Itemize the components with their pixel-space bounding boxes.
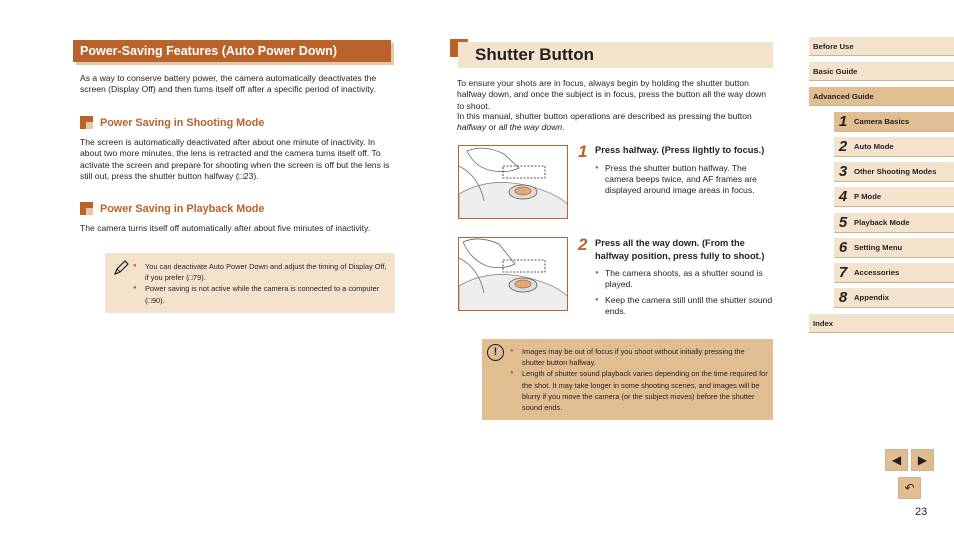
- note-box: [105, 253, 395, 313]
- chapter-label: P Mode: [854, 192, 882, 201]
- step-heading: Press halfway. (Press lightly to focus.): [595, 145, 765, 155]
- intro-text: or: [486, 122, 499, 133]
- prev-page-button[interactable]: [885, 449, 908, 471]
- chapter-label: Accessories: [854, 268, 900, 277]
- arrow-right-icon: ▶: [917, 453, 928, 467]
- intro-text: .: [562, 122, 565, 133]
- chapter-label: Playback Mode: [854, 218, 910, 227]
- book-ref-icon: □: [147, 295, 152, 305]
- step-1: [578, 142, 773, 201]
- book-ref-icon: □: [238, 171, 244, 182]
- shooting-text-end: ).: [253, 171, 259, 182]
- nav-chapter-playback-mode[interactable]: [834, 213, 954, 233]
- chapter-number: 5: [838, 214, 848, 231]
- intro-emphasis-halfway: halfway: [457, 122, 487, 133]
- page-ref-link[interactable]: 90: [151, 295, 161, 305]
- page-title: Shutter Button: [458, 42, 773, 68]
- step-bullet: ● The camera shoots, as a shutter sound is played.: [595, 268, 773, 291]
- shutter-full-press-illustration: [458, 237, 568, 311]
- nav-before-use[interactable]: Before Use: [809, 37, 954, 56]
- chapter-number: 2: [838, 138, 848, 155]
- nav-chapter-other-shooting-modes[interactable]: [834, 162, 954, 182]
- page-number: 23: [915, 506, 928, 518]
- nav-chapter-appendix[interactable]: [834, 288, 954, 308]
- next-page-button[interactable]: [911, 449, 934, 471]
- shutter-intro-manual: [457, 111, 775, 134]
- note-text-end: ).: [201, 273, 206, 283]
- note-item: [133, 283, 388, 305]
- chapter-number: 3: [838, 163, 848, 180]
- step-heading: Press all the way down. (From the halfway position, press fully to shoot.): [595, 238, 765, 261]
- heading-square-icon: [80, 202, 93, 215]
- nav-chapter-camera-basics[interactable]: [834, 112, 954, 132]
- chapter-label: Auto Mode: [854, 142, 894, 151]
- nav-chapter-setting-menu[interactable]: [834, 238, 954, 258]
- caution-item: ● Length of shutter sound playback varies depending on the time required for the shot. It may take longer in some shooting scenes, and images will be blurry if you move the camera (or the subject moves) before the shutter sound ends.: [510, 368, 768, 413]
- note-text: You can deactivate Auto Power Down and adjust the timing of Display Off, if you prefer (: [145, 262, 387, 283]
- nav-basic-guide[interactable]: Basic Guide: [809, 62, 954, 81]
- chapter-label: Appendix: [854, 293, 890, 302]
- shooting-mode-heading-text: Power Saving in Shooting Mode: [100, 116, 265, 129]
- chapter-number: 8: [838, 289, 848, 306]
- shutter-intro: To ensure your shots are in focus, always begin by holding the shutter button halfway down, and once the subject is in focus, press the button all the way down to shoot.: [457, 78, 767, 111]
- nav-chapter-auto-mode[interactable]: [834, 137, 954, 157]
- caution-icon: !: [487, 344, 504, 361]
- section-title-power-saving: Power-Saving Features (Auto Power Down): [73, 40, 391, 62]
- shooting-text-part: The screen is automatically deactivated after about one minute of inactivity. In about two more minutes, the lens is retracted and the camera turns itself off. To activate the screen and prepare for shooting when the screen is off but the lens is still out, press the shutter button halfway (: [80, 137, 390, 182]
- chapter-label: Other Shooting Modes: [854, 167, 937, 176]
- step-number: 1: [578, 142, 588, 161]
- shooting-mode-heading: [80, 116, 264, 129]
- chapter-number: 6: [838, 239, 848, 256]
- camera-full-press-image: [459, 238, 568, 311]
- return-button[interactable]: [898, 477, 921, 499]
- chapter-number: 4: [838, 188, 848, 205]
- arrow-left-icon: ◀: [891, 453, 902, 467]
- page-ref-link[interactable]: 79: [193, 273, 202, 283]
- chapter-label: Camera Basics: [854, 117, 910, 126]
- chapter-number: 7: [838, 264, 848, 281]
- note-text-end: ).: [160, 295, 165, 305]
- playback-mode-text: The camera turns itself off automatically after about five minutes of inactivity.: [80, 223, 371, 233]
- book-ref-icon: □: [188, 273, 194, 283]
- shutter-half-press-illustration: [458, 145, 568, 219]
- step-2: [578, 235, 773, 322]
- shooting-mode-text: [80, 137, 398, 183]
- playback-mode-heading: [80, 202, 264, 215]
- note-item: [133, 261, 388, 283]
- chapter-label: Setting Menu: [854, 243, 903, 252]
- note-text: Power saving is not active while the camera is connected to a computer (: [145, 284, 380, 305]
- caution-item: ● Images may be out of focus if you shoot without initially pressing the shutter button halfway.: [510, 346, 768, 368]
- power-saving-intro: As a way to conserve battery power, the camera automatically deactivates the screen (Display Off) and then turns itself off after a specific period of inactivity.: [80, 73, 377, 95]
- camera-half-press-image: [459, 146, 568, 219]
- pencil-note-icon: [112, 259, 130, 277]
- intro-text: In this manual, shutter button operations are described as pressing the button: [457, 111, 752, 121]
- chapter-number: 1: [838, 113, 848, 130]
- nav-advanced-guide[interactable]: Advanced Guide: [809, 87, 954, 106]
- step-bullet: ● Keep the camera still until the shutter sound ends.: [595, 295, 773, 318]
- heading-square-icon: [80, 116, 93, 129]
- nav-chapter-accessories[interactable]: [834, 263, 954, 283]
- step-number: 2: [578, 235, 588, 254]
- step-bullet: ● Press the shutter button halfway. The camera beeps twice, and AF frames are displayed around image areas in focus.: [595, 163, 773, 197]
- page-ref-link[interactable]: 23: [243, 171, 254, 182]
- nav-index[interactable]: Index: [809, 314, 954, 333]
- caution-box: [482, 339, 773, 420]
- nav-chapter-p-mode[interactable]: [834, 187, 954, 207]
- playback-mode-heading-text: Power Saving in Playback Mode: [100, 202, 265, 215]
- intro-emphasis-full: all the way down: [498, 122, 563, 133]
- return-arrow-icon: ↶: [904, 481, 915, 495]
